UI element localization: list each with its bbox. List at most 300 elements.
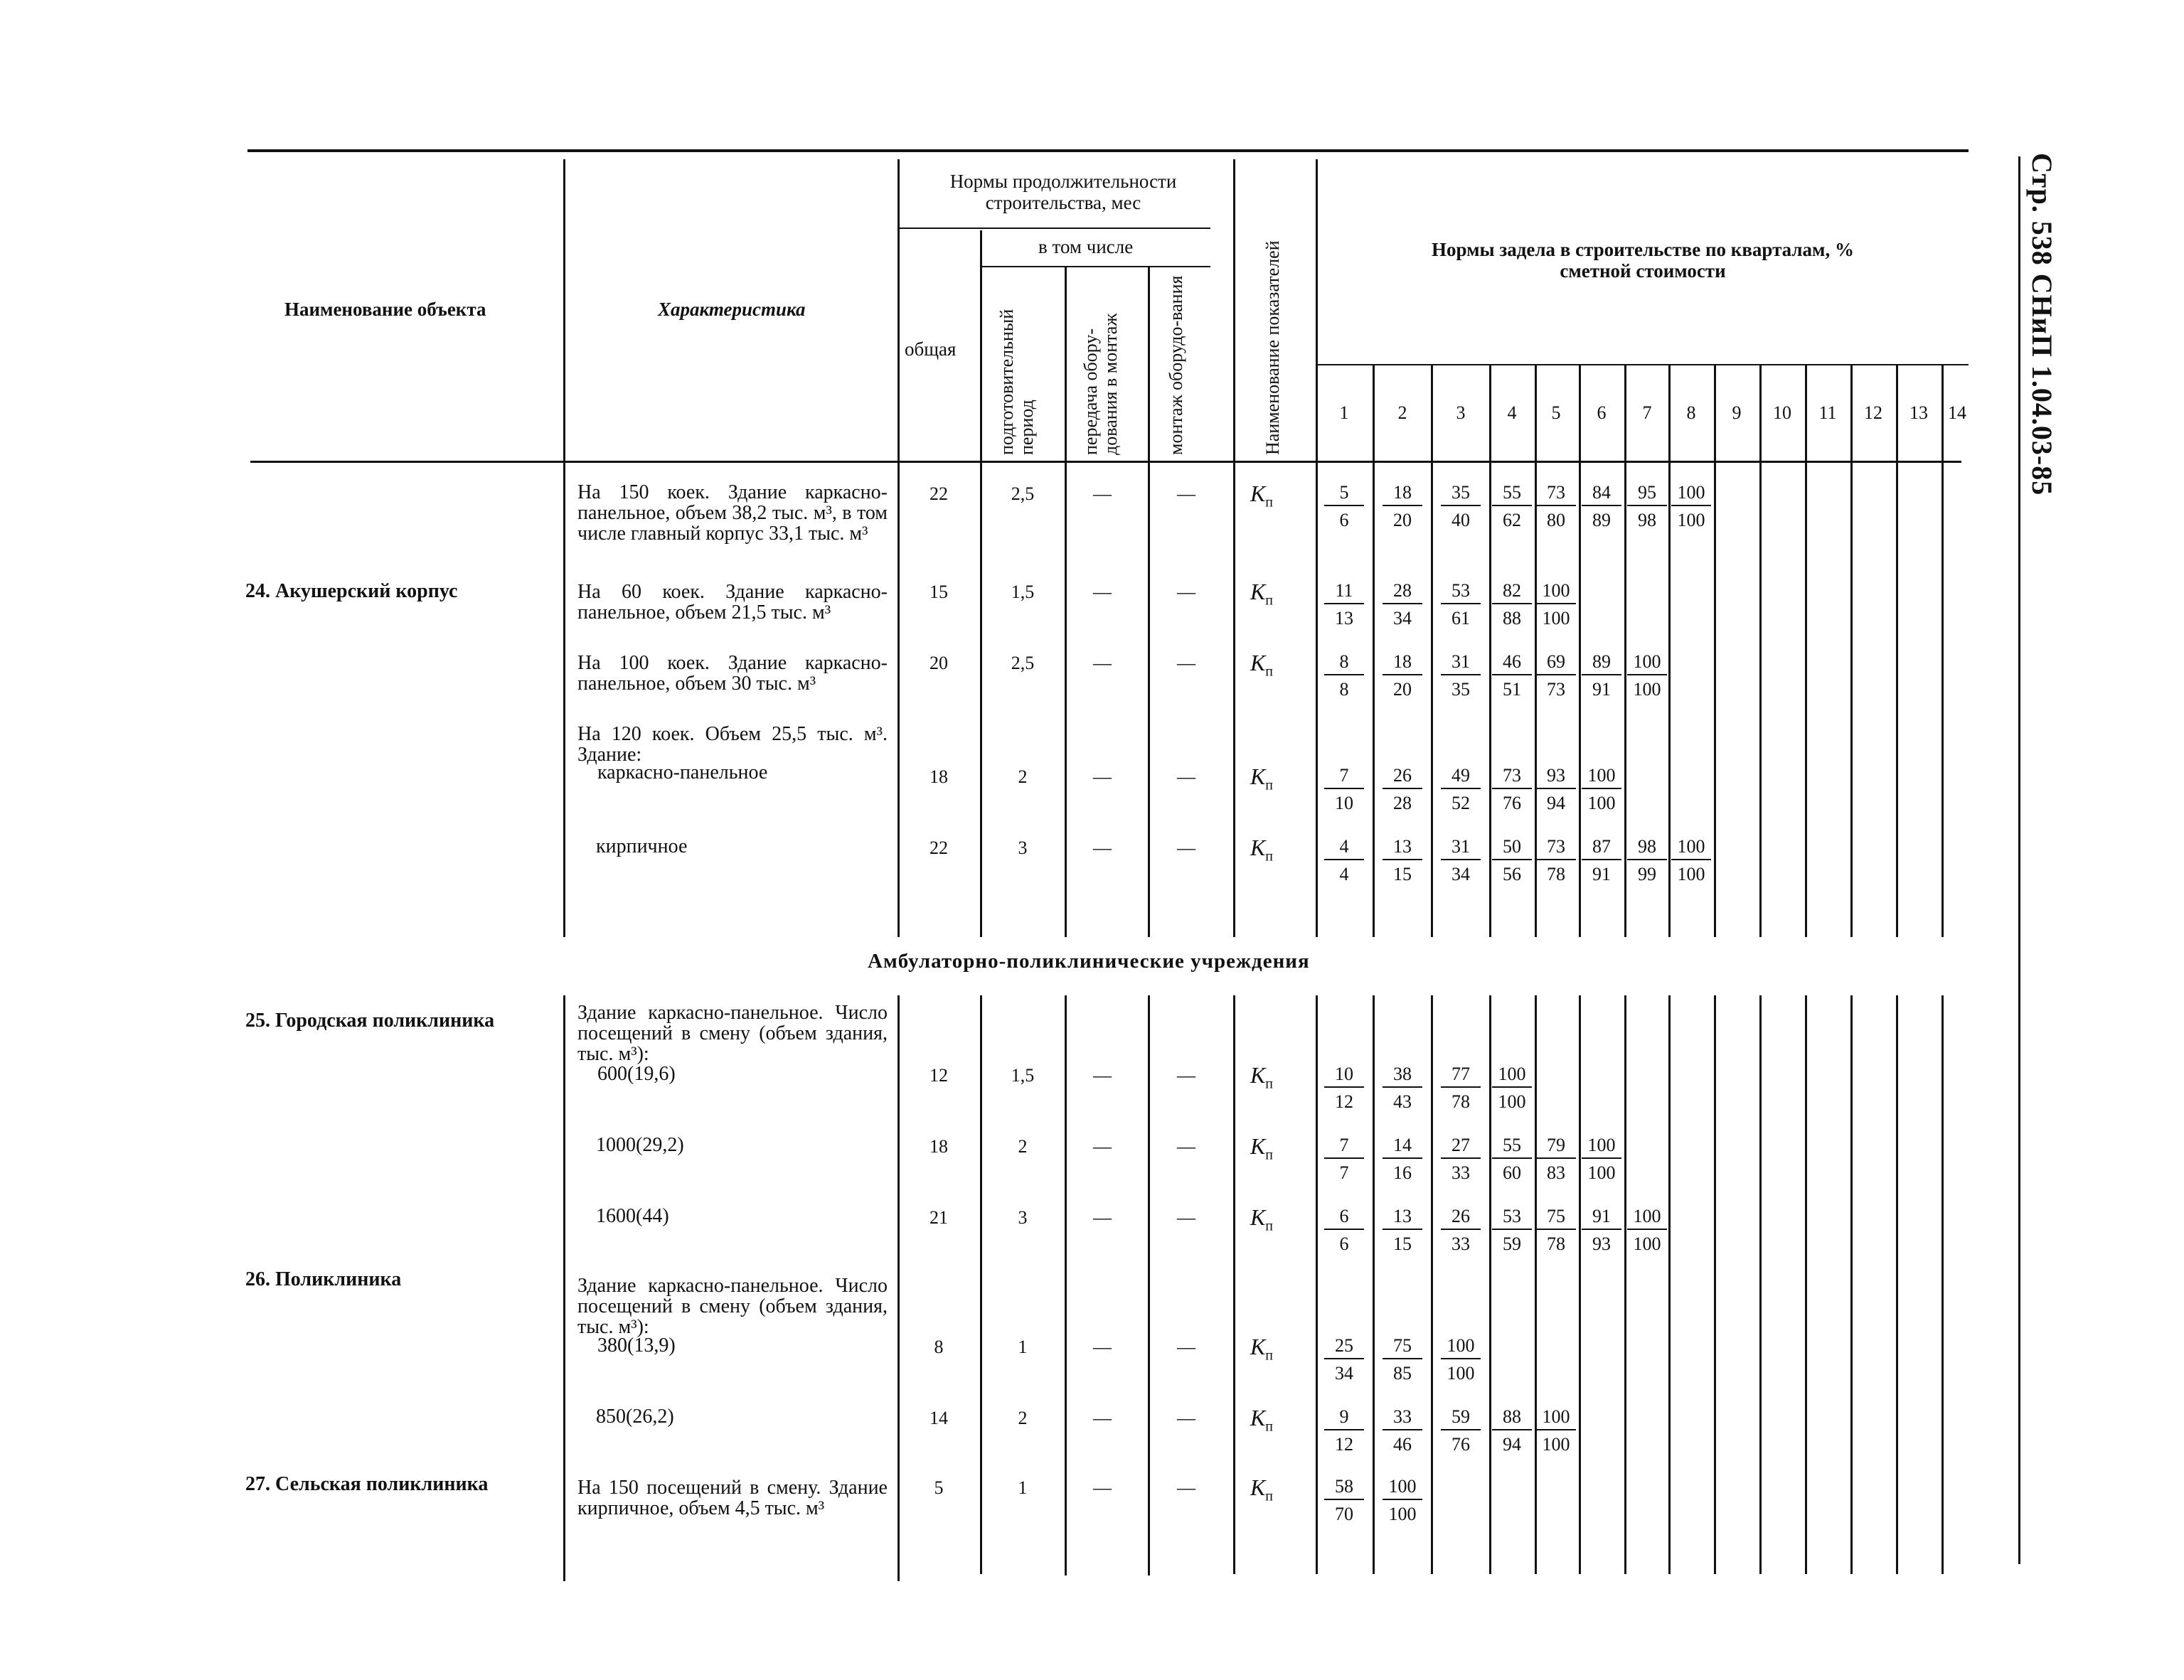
object-24: 24. Акушерский корпус: [245, 580, 458, 602]
row-install: —: [1177, 1136, 1195, 1157]
object-27: 27. Сельская поликлиника: [245, 1473, 489, 1495]
backlog-numerator: 75: [1536, 1204, 1576, 1230]
backlog-numerator: 13: [1383, 835, 1422, 860]
header-characteristic: Характеристика: [658, 299, 806, 320]
backlog-numerator: 100: [1627, 650, 1667, 675]
backlog-fraction: [1492, 835, 1532, 884]
row-install: —: [1177, 1477, 1195, 1498]
backlog-numerator: 8: [1324, 650, 1364, 675]
backlog-fraction: [1441, 650, 1481, 700]
backlog-numerator: 11: [1324, 579, 1364, 604]
quarter-header-8: 8: [1686, 402, 1696, 423]
backlog-fraction: [1671, 481, 1711, 530]
backlog-numerator: 73: [1492, 764, 1532, 789]
backlog-denominator: 13: [1335, 608, 1353, 628]
backlog-denominator: 61: [1451, 608, 1470, 628]
backlog-denominator: 91: [1592, 864, 1611, 884]
row-characteristic: На 120 коек. Объем 25,5 тыс. м³. Здание:: [577, 723, 888, 766]
backlog-denominator: 93: [1592, 1234, 1611, 1254]
row-install: —: [1177, 766, 1195, 787]
backlog-fraction: [1383, 579, 1422, 628]
backlog-numerator: 55: [1492, 481, 1532, 506]
backlog-fraction: [1383, 1334, 1422, 1384]
indicator-subscript: п: [1265, 592, 1273, 609]
indicator-letter: К: [1250, 650, 1266, 675]
row-install: —: [1177, 1337, 1195, 1357]
indicator-letter: К: [1250, 764, 1266, 789]
backlog-denominator: 6: [1339, 1234, 1349, 1254]
side-rule: [2018, 156, 2020, 1564]
backlog-fraction: [1324, 835, 1364, 884]
quarter-header-5: 5: [1551, 402, 1561, 423]
backlog-denominator: 34: [1451, 864, 1470, 884]
backlog-numerator: 98: [1627, 835, 1667, 860]
backlog-numerator: 73: [1536, 835, 1576, 860]
row-prep: 2,5: [1011, 483, 1035, 504]
row-transfer: —: [1093, 766, 1112, 787]
backlog-denominator: 100: [1677, 864, 1705, 884]
indicator-subscript: п: [1265, 1218, 1273, 1234]
section-title: Амбулаторно-поликлинические учреждения: [868, 950, 1310, 973]
backlog-denominator: 62: [1503, 510, 1521, 530]
indicator-letter: К: [1250, 1062, 1266, 1088]
row-transfer: —: [1093, 1477, 1112, 1498]
backlog-numerator: 58: [1324, 1475, 1364, 1500]
indicator-subscript: п: [1265, 1488, 1273, 1504]
backlog-numerator: 84: [1582, 481, 1621, 506]
backlog-denominator: 94: [1547, 793, 1565, 813]
indicator-subscript: п: [1265, 1418, 1273, 1435]
backlog-denominator: 80: [1547, 510, 1565, 530]
backlog-fraction: [1536, 764, 1576, 813]
backlog-fraction: [1383, 1062, 1422, 1112]
backlog-denominator: 100: [1388, 1504, 1417, 1524]
backlog-denominator: 76: [1451, 1434, 1470, 1455]
backlog-fraction: [1383, 835, 1422, 884]
row-characteristic-detail: кирпичное: [596, 835, 688, 857]
backlog-fraction: [1441, 579, 1481, 628]
row-prep: 2: [1018, 1408, 1028, 1428]
backlog-numerator: 91: [1582, 1204, 1621, 1230]
backlog-fraction: [1441, 764, 1481, 813]
row-characteristic: Здание каркасно-панельное. Число посещений в смену (объем здания, тыс. м³):: [577, 1275, 888, 1338]
backlog-denominator: 100: [1542, 608, 1570, 628]
backlog-fraction: [1627, 835, 1667, 884]
row-transfer: —: [1093, 483, 1112, 504]
row-transfer: —: [1093, 1065, 1112, 1086]
backlog-fraction: [1324, 1334, 1364, 1384]
backlog-numerator: 25: [1324, 1334, 1364, 1359]
header-including: в том числе: [1038, 236, 1134, 257]
backlog-numerator: 100: [1383, 1475, 1422, 1500]
backlog-numerator: 100: [1582, 1133, 1621, 1159]
row-characteristic: На 60 коек. Здание каркасно-панельное, объем 21,5 тыс. м³: [577, 581, 888, 624]
backlog-denominator: 78: [1547, 864, 1565, 884]
backlog-numerator: 93: [1536, 764, 1576, 789]
object-26: 26. Поликлиника: [245, 1268, 402, 1290]
backlog-numerator: 26: [1441, 1204, 1481, 1230]
backlog-fraction: [1671, 835, 1711, 884]
backlog-numerator: 75: [1383, 1334, 1422, 1359]
row-characteristic: На 150 посещений в смену. Здание кирпичное, объем 4,5 тыс. м³: [577, 1477, 888, 1519]
backlog-numerator: 49: [1441, 764, 1481, 789]
backlog-denominator: 56: [1503, 864, 1521, 884]
backlog-numerator: 14: [1383, 1133, 1422, 1159]
row-install: —: [1177, 1065, 1195, 1086]
backlog-denominator: 7: [1339, 1162, 1349, 1183]
backlog-fraction: [1324, 650, 1364, 700]
backlog-denominator: 34: [1393, 608, 1412, 628]
backlog-fraction: [1383, 481, 1422, 530]
row-install: —: [1177, 483, 1195, 504]
backlog-numerator: 38: [1383, 1062, 1422, 1088]
backlog-numerator: 77: [1441, 1062, 1481, 1088]
backlog-numerator: 31: [1441, 835, 1481, 860]
header-indicator: Наименование показателей: [1262, 240, 1283, 455]
header-backlog: Нормы задела в строительстве по кварталам, % сметной стоимости: [1432, 239, 1854, 282]
quarters-sub-rule: [1316, 364, 1969, 365]
row-characteristic: На 100 коек. Здание каркасно-панельное, объем 30 тыс. м³: [577, 652, 888, 695]
backlog-numerator: 100: [1627, 1204, 1667, 1230]
backlog-fraction: [1324, 1133, 1364, 1183]
backlog-denominator: 40: [1451, 510, 1470, 530]
indicator-letter: К: [1250, 1204, 1266, 1230]
backlog-numerator: 10: [1324, 1062, 1364, 1088]
row-prep: 1,5: [1011, 582, 1035, 602]
header-norms-duration: Нормы продолжительности строительства, мес: [949, 171, 1177, 213]
row-indicator: [1250, 1334, 1273, 1364]
indicator-letter: К: [1250, 579, 1266, 604]
backlog-fraction: [1492, 650, 1532, 700]
backlog-denominator: 100: [1498, 1091, 1526, 1112]
row-transfer: —: [1093, 838, 1112, 858]
quarter-header-4: 4: [1507, 402, 1517, 423]
backlog-fraction: [1324, 764, 1364, 813]
row-total: 22: [929, 838, 948, 858]
quarter-header-3: 3: [1456, 402, 1466, 423]
backlog-fraction: [1536, 1204, 1576, 1254]
backlog-denominator: 15: [1393, 1234, 1412, 1254]
backlog-denominator: 10: [1335, 793, 1353, 813]
backlog-fraction: [1441, 1133, 1481, 1183]
backlog-denominator: 8: [1339, 679, 1349, 700]
header-bottom-rule: [250, 461, 1961, 463]
row-characteristic-detail: 600(19,6): [597, 1063, 676, 1085]
backlog-numerator: 53: [1441, 579, 1481, 604]
backlog-fraction: [1536, 579, 1576, 628]
backlog-numerator: 59: [1441, 1405, 1481, 1430]
backlog-numerator: 100: [1671, 835, 1711, 860]
backlog-numerator: 55: [1492, 1133, 1532, 1159]
backlog-fraction: [1383, 1475, 1422, 1524]
backlog-fraction: [1582, 1133, 1621, 1183]
backlog-numerator: 100: [1492, 1062, 1532, 1088]
backlog-fraction: [1492, 1204, 1532, 1254]
backlog-numerator: 53: [1492, 1204, 1532, 1230]
backlog-fraction: [1441, 1204, 1481, 1254]
backlog-denominator: 94: [1503, 1434, 1521, 1455]
backlog-fraction: [1324, 579, 1364, 628]
quarter-header-6: 6: [1597, 402, 1607, 423]
backlog-fraction: [1492, 1405, 1532, 1455]
indicator-letter: К: [1250, 835, 1266, 860]
indicator-letter: К: [1250, 1405, 1266, 1430]
header-object-name: Наименование объекта: [284, 299, 486, 320]
backlog-denominator: 20: [1393, 679, 1412, 700]
header-equipment-install: монтаж оборудо-вания: [1166, 275, 1186, 455]
header-col-line: [1065, 267, 1067, 1575]
indicator-letter: К: [1250, 1334, 1266, 1359]
page-reference: Стр. 538 СНиП 1.04.03-85: [2026, 153, 2058, 496]
backlog-denominator: 91: [1592, 679, 1611, 700]
backlog-fraction: [1383, 1405, 1422, 1455]
backlog-numerator: 79: [1536, 1133, 1576, 1159]
row-indicator: [1250, 1204, 1273, 1234]
backlog-fraction: [1441, 1405, 1481, 1455]
header-col-line: [980, 230, 982, 1574]
backlog-fraction: [1383, 650, 1422, 700]
backlog-fraction: [1324, 1475, 1364, 1524]
backlog-denominator: 12: [1335, 1434, 1353, 1455]
row-install: —: [1177, 838, 1195, 858]
row-transfer: —: [1093, 582, 1112, 602]
backlog-fraction: [1441, 481, 1481, 530]
backlog-denominator: 85: [1393, 1363, 1412, 1384]
backlog-denominator: 100: [1447, 1363, 1475, 1384]
backlog-fraction: [1582, 481, 1621, 530]
backlog-denominator: 43: [1393, 1091, 1412, 1112]
backlog-denominator: 20: [1393, 510, 1412, 530]
row-prep: 2: [1018, 766, 1028, 787]
row-characteristic-detail: 850(26,2): [596, 1406, 674, 1428]
row-transfer: —: [1093, 1207, 1112, 1228]
backlog-fraction: [1383, 1133, 1422, 1183]
backlog-denominator: 16: [1393, 1162, 1412, 1183]
row-characteristic: Здание каркасно-панельное. Число посещений в смену (объем здания, тыс. м³):: [577, 1002, 888, 1065]
row-indicator: [1250, 1062, 1273, 1092]
row-transfer: —: [1093, 1408, 1112, 1428]
backlog-fraction: [1324, 1405, 1364, 1455]
backlog-fraction: [1582, 835, 1621, 884]
backlog-fraction: [1492, 1062, 1532, 1112]
quarter-header-7: 7: [1642, 402, 1652, 423]
indicator-subscript: п: [1265, 494, 1273, 510]
backlog-numerator: 95: [1627, 481, 1667, 506]
backlog-fraction: [1492, 1133, 1532, 1183]
backlog-denominator: 100: [1633, 679, 1661, 700]
backlog-denominator: 33: [1451, 1234, 1470, 1254]
backlog-fraction: [1492, 579, 1532, 628]
indicator-subscript: п: [1265, 777, 1273, 793]
backlog-fraction: [1324, 481, 1364, 530]
row-install: —: [1177, 653, 1195, 673]
row-prep: 1: [1018, 1337, 1028, 1357]
quarter-header-2: 2: [1397, 402, 1407, 423]
backlog-fraction: [1627, 1204, 1667, 1254]
row-indicator: [1250, 764, 1273, 793]
indicator-letter: К: [1250, 481, 1266, 506]
backlog-numerator: 7: [1324, 764, 1364, 789]
row-total: 8: [934, 1337, 944, 1357]
row-total: 18: [929, 1136, 948, 1157]
backlog-denominator: 83: [1547, 1162, 1565, 1183]
backlog-numerator: 18: [1383, 650, 1422, 675]
indicator-letter: К: [1250, 1133, 1266, 1159]
row-prep: 1,5: [1011, 1065, 1035, 1086]
header-total: общая: [905, 338, 957, 360]
backlog-fraction: [1582, 764, 1621, 813]
backlog-numerator: 27: [1441, 1133, 1481, 1159]
backlog-denominator: 88: [1503, 608, 1521, 628]
backlog-numerator: 100: [1536, 579, 1576, 604]
indicator-subscript: п: [1265, 1076, 1273, 1092]
indicator-subscript: п: [1265, 663, 1273, 680]
backlog-denominator: 70: [1335, 1504, 1353, 1524]
row-indicator: [1250, 481, 1273, 510]
row-characteristic-detail: каркасно-панельное: [597, 761, 768, 783]
backlog-numerator: 46: [1492, 650, 1532, 675]
backlog-denominator: 76: [1503, 793, 1521, 813]
backlog-fraction: [1582, 1204, 1621, 1254]
backlog-denominator: 100: [1633, 1234, 1661, 1254]
quarter-header-1: 1: [1339, 402, 1349, 423]
row-prep: 2: [1018, 1136, 1028, 1157]
quarter-header-10: 10: [1773, 402, 1791, 423]
backlog-fraction: [1627, 650, 1667, 700]
backlog-denominator: 46: [1393, 1434, 1412, 1455]
backlog-numerator: 88: [1492, 1405, 1532, 1430]
row-total: 21: [929, 1207, 948, 1228]
backlog-fraction: [1383, 764, 1422, 813]
row-transfer: —: [1093, 653, 1112, 673]
row-total: 20: [929, 653, 948, 673]
row-prep: 2,5: [1011, 653, 1035, 673]
backlog-denominator: 100: [1587, 1162, 1616, 1183]
backlog-fraction: [1383, 1204, 1422, 1254]
backlog-denominator: 15: [1393, 864, 1412, 884]
backlog-fraction: [1441, 1334, 1481, 1384]
backlog-denominator: 59: [1503, 1234, 1521, 1254]
backlog-fraction: [1536, 1405, 1576, 1455]
object-25: 25. Городская поликлиника: [245, 1010, 495, 1032]
backlog-numerator: 100: [1671, 481, 1711, 506]
backlog-denominator: 52: [1451, 793, 1470, 813]
backlog-numerator: 18: [1383, 481, 1422, 506]
header-col-line: [1316, 159, 1318, 1574]
backlog-numerator: 31: [1441, 650, 1481, 675]
backlog-denominator: 6: [1339, 510, 1349, 530]
row-indicator: [1250, 1133, 1273, 1163]
quarter-header-13: 13: [1909, 402, 1928, 423]
header-col-line: [1233, 159, 1235, 1574]
backlog-fraction: [1441, 1062, 1481, 1112]
backlog-numerator: 9: [1324, 1405, 1364, 1430]
row-total: 15: [929, 582, 948, 602]
backlog-denominator: 51: [1503, 679, 1521, 700]
row-total: 14: [929, 1408, 948, 1428]
including-sub-rule: [981, 266, 1210, 267]
backlog-fraction: [1441, 835, 1481, 884]
quarter-header-9: 9: [1732, 402, 1742, 423]
row-characteristic: На 150 коек. Здание каркасно-панельное, объем 38,2 тыс. м³, в том числе главный корпус 33,1 тыс. м³: [577, 481, 888, 545]
backlog-numerator: 100: [1536, 1405, 1576, 1430]
backlog-fraction: [1627, 481, 1667, 530]
row-install: —: [1177, 582, 1195, 602]
norms-sub-rule: [897, 228, 1210, 229]
row-prep: 1: [1018, 1477, 1028, 1498]
indicator-subscript: п: [1265, 1147, 1273, 1163]
backlog-numerator: 50: [1492, 835, 1532, 860]
quarter-header-14: 14: [1948, 402, 1966, 423]
row-install: —: [1177, 1207, 1195, 1228]
backlog-fraction: [1324, 1062, 1364, 1112]
backlog-denominator: 35: [1451, 679, 1470, 700]
row-indicator: [1250, 579, 1273, 609]
quarter-header-12: 12: [1864, 402, 1882, 423]
row-total: 5: [934, 1477, 944, 1498]
header-col-line: [563, 159, 565, 1581]
backlog-numerator: 13: [1383, 1204, 1422, 1230]
row-indicator: [1250, 1405, 1273, 1435]
top-rule: [247, 149, 1969, 152]
row-characteristic-detail: 1600(44): [596, 1205, 669, 1227]
backlog-fraction: [1324, 1204, 1364, 1254]
header-equipment-transfer: передача обору-дования в монтаж: [1080, 313, 1121, 455]
backlog-denominator: 89: [1592, 510, 1611, 530]
backlog-numerator: 28: [1383, 579, 1422, 604]
backlog-denominator: 4: [1339, 864, 1349, 884]
backlog-denominator: 98: [1638, 510, 1656, 530]
backlog-numerator: 7: [1324, 1133, 1364, 1159]
backlog-fraction: [1492, 481, 1532, 530]
backlog-numerator: 73: [1536, 481, 1576, 506]
row-total: 18: [929, 766, 948, 787]
backlog-denominator: 99: [1638, 864, 1656, 884]
row-characteristic-detail: 380(13,9): [597, 1334, 676, 1357]
backlog-fraction: [1582, 650, 1621, 700]
backlog-denominator: 78: [1547, 1234, 1565, 1254]
backlog-fraction: [1492, 764, 1532, 813]
backlog-denominator: 78: [1451, 1091, 1470, 1112]
indicator-subscript: п: [1265, 848, 1273, 865]
backlog-numerator: 26: [1383, 764, 1422, 789]
backlog-denominator: 100: [1677, 510, 1705, 530]
row-characteristic-detail: 1000(29,2): [596, 1134, 684, 1156]
quarter-header-11: 11: [1818, 402, 1837, 423]
row-indicator: [1250, 835, 1273, 865]
row-install: —: [1177, 1408, 1195, 1428]
backlog-denominator: 60: [1503, 1162, 1521, 1183]
row-indicator: [1250, 650, 1273, 680]
row-transfer: —: [1093, 1136, 1112, 1157]
backlog-denominator: 100: [1542, 1434, 1570, 1455]
backlog-numerator: 82: [1492, 579, 1532, 604]
backlog-fraction: [1536, 650, 1576, 700]
backlog-fraction: [1536, 481, 1576, 530]
backlog-numerator: 35: [1441, 481, 1481, 506]
row-prep: 3: [1018, 838, 1028, 858]
indicator-letter: К: [1250, 1475, 1266, 1500]
backlog-numerator: 5: [1324, 481, 1364, 506]
backlog-numerator: 87: [1582, 835, 1621, 860]
header-col-line: [897, 159, 900, 1581]
backlog-denominator: 33: [1451, 1162, 1470, 1183]
backlog-denominator: 100: [1587, 793, 1616, 813]
backlog-numerator: 6: [1324, 1204, 1364, 1230]
backlog-numerator: 100: [1441, 1334, 1481, 1359]
backlog-numerator: 33: [1383, 1405, 1422, 1430]
backlog-numerator: 89: [1582, 650, 1621, 675]
